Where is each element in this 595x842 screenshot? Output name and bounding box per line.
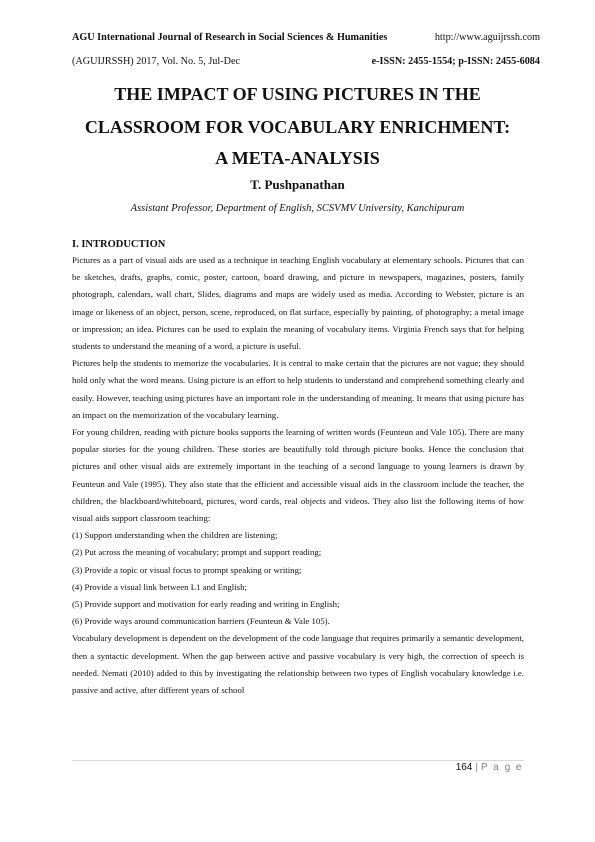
footer-divider [72,760,524,761]
paragraph: Pictures as a part of visual aids are used as a technique in teaching English vocabulary at elementary schools. Pictures that can be sketches, drafts, graphs, comic, poster, cartoon, board drawing, and picture in newspapers, magazines, posters, family photograph, calendars, wall chart, Slides, diagrams and maps are widely used as media. According to Webster, picture is an image or likeness of an object, person, scene, reproduced, on flat surface, especially by painting, of photography; a metal image or impression; an idea. Pictures can be used to explain the meaning of vocabulary items. Virginia French says that for helping students to understand the meaning of a word, a picture is useful. [72,255,524,352]
list-item: (5) Provide support and motivation for early reading and writing in English; [72,599,340,610]
list-item: (6) Provide ways around communication barriers (Feunteun & Vale 105). [72,616,330,627]
list-item: (4) Provide a visual link between L1 and English; [72,581,247,592]
issn-info: e-ISSN: 2455-1554; p-ISSN: 2455-6084 [371,56,540,67]
list-item: (1) Support understanding when the children are listening; [72,530,278,541]
section-heading: I. INTRODUCTION [72,239,166,250]
volume-info: (AGUIJRSSH) 2017, Vol. No. 5, Jul-Dec [72,56,241,67]
page-number: 164 [455,762,473,773]
page-label: P a g e [480,762,523,773]
paper-title-line-1: THE IMPACT OF USING PICTURES IN THE [114,84,481,104]
paragraph: For young children, reading with picture books supports the learning of written words (Feunteun and Vale 105). There are many popular stories for the young children. These stories are beautifully told through picture books. Hence the conclusion that pictures and other visual aids are extremely important in the teaching of a second language to young learners is drawn by Feunteun and Vale (1995). They also state that the efficient and accessible visual aids in the classroom include the teacher, the children, the blackboard/whiteboard, pictures, word cards, real objects and videos. They also list the following items of how visual aids support classroom teaching: [72,427,524,524]
author-name: T. Pushpanathan [250,177,345,192]
body-content [72,238,524,699]
list-item: (2) Put across the meaning of vocabulary; prompt and support reading; [72,547,322,558]
journal-name: AGU International Journal of Research in Social Sciences & Humanities [72,32,388,43]
paragraph: Pictures help the students to memorize the vocabularies. It is central to make certain that the pictures are not vague; they should hold only what the word means. Using picture is an effort to help students to understand and comprehend something clearly and easily. However, teaching using pictures have an important role in the understanding of meaning. It means that using picture has an impact on the memorization of the vocabulary learning. [72,358,524,420]
page-footer [456,762,523,773]
journal-url[interactable]: http://www.aguijrssh.com [434,32,540,43]
paper-title-line-2: CLASSROOM FOR VOCABULARY ENRICHMENT: [84,117,511,137]
paragraph: Vocabulary development is dependent on the development of the code language that requires primarily a semantic development, then a syntactic development. When the gap between active and passive vocabulary is very high, the correction of speech is needed. Nemati (2010) added to this by investigating the relationship between two types of English vocabulary knowledge i.e. passive and active, after different years of school [72,633,524,696]
paper-title-line-3: A META-ANALYSIS [215,148,380,168]
list-item: (3) Provide a topic or visual focus to prompt speaking or writing; [72,564,302,575]
author-affiliation: Assistant Professor, Department of English, SCSVMV University, Kanchipuram [130,203,465,214]
footer-separator: | [475,762,478,773]
